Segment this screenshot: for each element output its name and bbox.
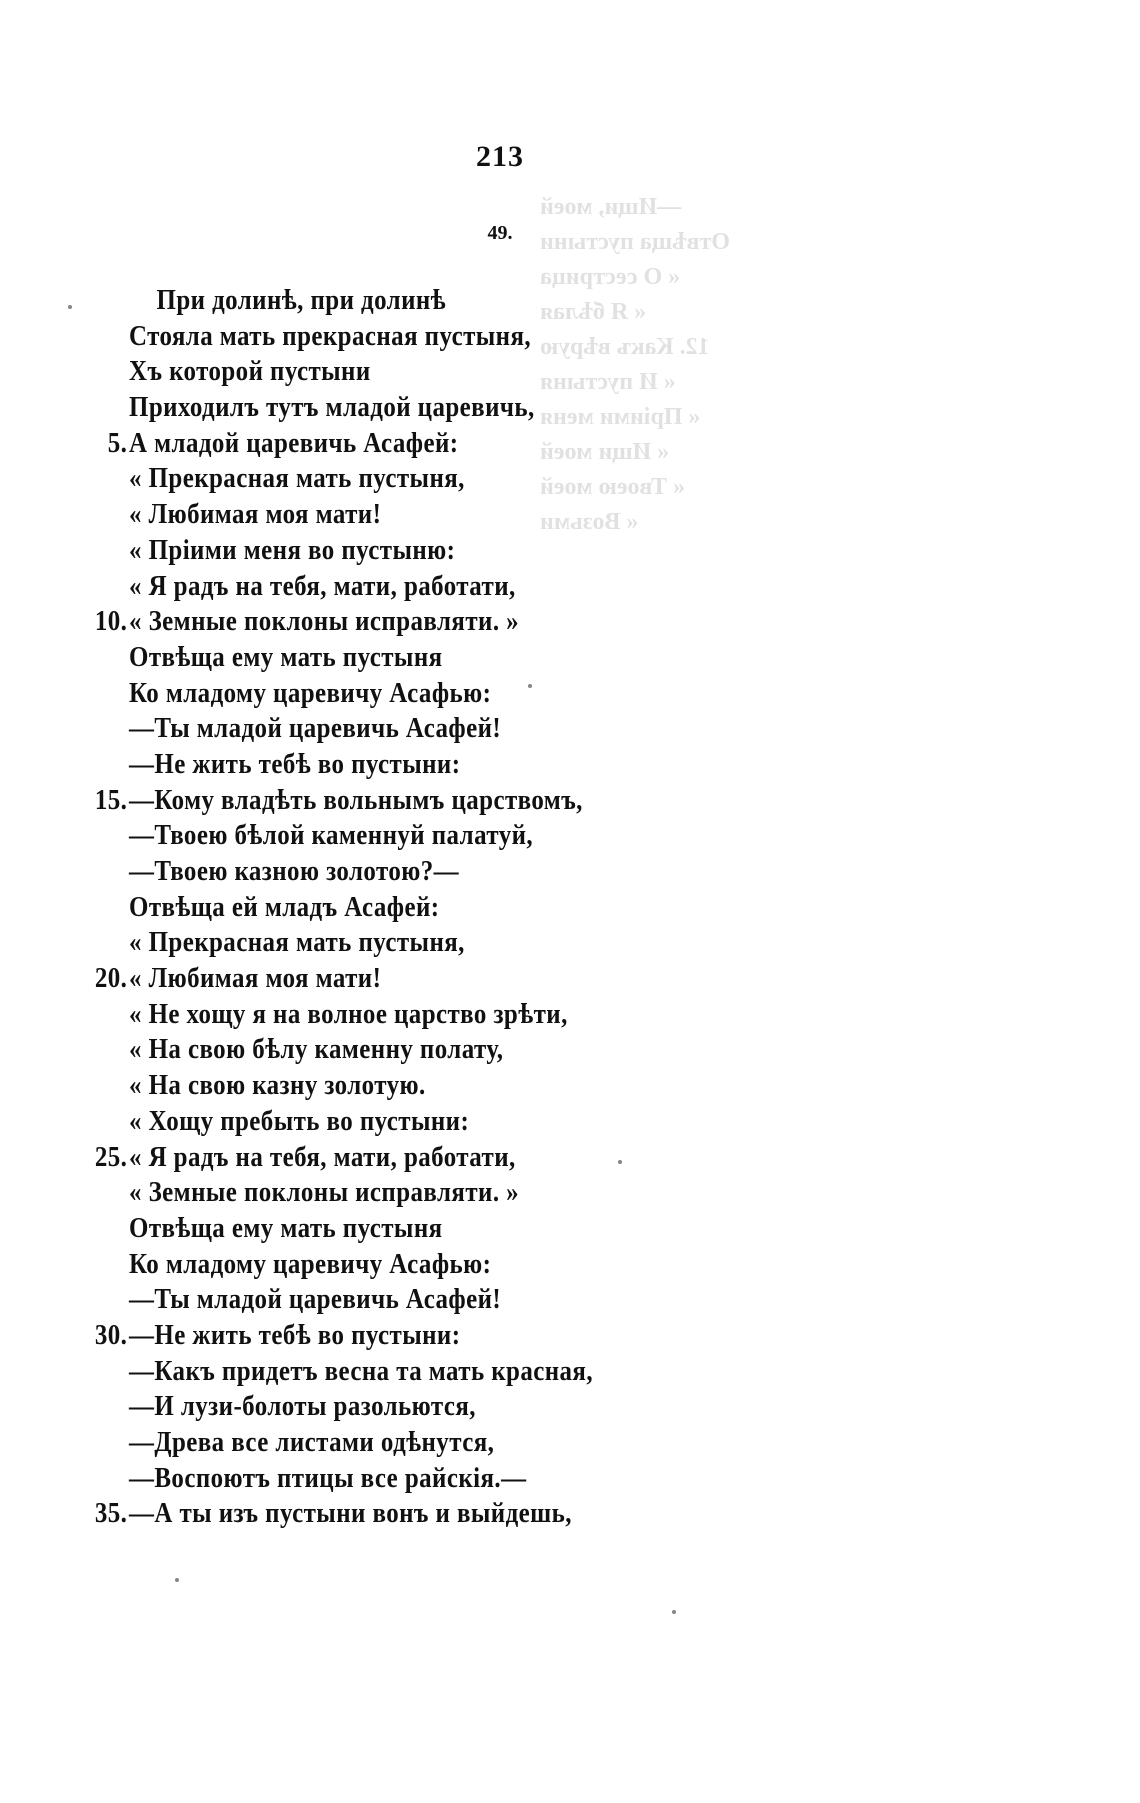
poem-line (0, 1355, 860, 1391)
bleed-line: « И пустыня (540, 369, 676, 395)
line-text: « Хощу пребыть во пустыни: (129, 1104, 470, 1137)
poem-line (0, 1426, 860, 1462)
poem-line (0, 570, 860, 606)
line-text: « Прекрасная мать пустыня, (129, 462, 465, 495)
poem-line (0, 891, 860, 927)
line-text: « На свою казну золотую. (129, 1069, 426, 1102)
line-text: —Не жить тебѣ во пустыни: (129, 1318, 461, 1351)
line-text: « Я радъ на тебя, мати, работати, (129, 1140, 516, 1173)
poem-line (0, 427, 860, 463)
poem-line (0, 462, 860, 498)
poem-line (0, 1319, 860, 1355)
line-text: « Я радъ на тебя, мати, работати, (129, 569, 516, 602)
line-text: А младой царевичь Асафей: (129, 426, 459, 459)
line-text: Хъ которой пустыни (129, 355, 371, 388)
page-number: 213 (476, 140, 524, 173)
bleed-line: —Ищи, моей (540, 194, 682, 220)
poem-line (0, 1069, 860, 1105)
line-text: Приходилъ тутъ младой царевичь, (129, 391, 535, 424)
poem-line (0, 1105, 860, 1141)
bleed-line: « Ищи моей (540, 439, 670, 465)
bleed-line: « Возьми (540, 509, 639, 535)
line-text: « Пріими меня во пустыню: (129, 533, 456, 566)
line-text: —Древа все листами одѣнутся, (129, 1426, 495, 1458)
line-text: —Ты младой царевичь Асафей! (129, 1283, 502, 1316)
poem-line (0, 748, 860, 784)
poem-line (0, 391, 860, 427)
line-text: —Твоею бѣлой каменнуй палатуй, (129, 819, 534, 852)
poem (0, 284, 1000, 1533)
line-text: —Ты младой царевичь Асафей! (129, 712, 502, 745)
poem-line (0, 1176, 860, 1212)
line-text: —И лузи-болоты разольются, (129, 1390, 476, 1423)
margin-speck (528, 684, 532, 688)
margin-speck (68, 305, 72, 309)
line-number: 10. (94, 605, 128, 638)
poem-line (0, 1462, 860, 1498)
bleed-line: « Пріими меня (540, 404, 701, 430)
poem-line (0, 819, 860, 855)
poem-line (0, 962, 860, 998)
poem-line (0, 677, 860, 713)
line-text: —Воспоютъ птицы все райскія.— (129, 1461, 527, 1494)
poem-line (0, 998, 860, 1034)
poem-line (0, 605, 860, 641)
line-text: Отвѣща ему мать пустыня (129, 1211, 443, 1244)
line-text: —А ты изъ пустыни вонъ и выйдешь, (129, 1497, 572, 1530)
poem-line (0, 498, 860, 534)
line-text: Ко младому царевичу Асафью: (129, 1247, 492, 1280)
line-text: При долинѣ, при долинѣ (156, 284, 447, 316)
poem-line (0, 320, 860, 356)
poem-line (0, 355, 860, 391)
bleed-line: « Твоею моей (540, 474, 686, 500)
poem-line (0, 1033, 860, 1069)
poem-line (0, 534, 860, 570)
poem-line (0, 1390, 860, 1426)
song-number: 49. (487, 222, 513, 244)
poem-line (0, 855, 860, 891)
poem-line (0, 1248, 860, 1284)
bleed-line: 12. Какъ вѣрую (540, 334, 710, 360)
poem-line (0, 1283, 860, 1319)
line-text: « Прекрасная мать пустыня, (129, 926, 465, 959)
poem-line (0, 641, 860, 677)
line-text: « Земные поклоны исправляти. » (129, 605, 520, 638)
poem-line (0, 784, 860, 820)
line-text: —Какъ придетъ весна та мать красная, (129, 1354, 594, 1387)
poem-line (0, 712, 860, 748)
line-text: —Твоею казною золотою?— (129, 855, 459, 887)
margin-speck (618, 1160, 622, 1164)
line-text: « Любимая моя мати! (129, 498, 382, 531)
line-number: 30. (94, 1318, 128, 1351)
line-text: —Не жить тебѣ во пустыни: (129, 747, 461, 780)
line-number: 20. (94, 962, 128, 995)
line-text: Ко младому царевичу Асафью: (129, 676, 492, 709)
bleed-line: « О сестрица (540, 264, 681, 290)
line-number: 25. (94, 1140, 128, 1173)
line-number: 15. (94, 783, 128, 816)
bleed-line: « Я бѣлая (540, 299, 647, 325)
line-number: 5. (107, 426, 128, 459)
line-text: Стояла мать прекрасная пустыня, (129, 319, 532, 352)
poem-line (0, 1141, 860, 1177)
line-text: « Не хощу я на волное царство зрѣти, (129, 997, 568, 1030)
line-number: 35. (94, 1497, 128, 1530)
line-text: Отвѣща ему мать пустыня (129, 640, 443, 673)
line-text: « Любимая моя мати! (129, 962, 382, 995)
line-text: « На свою бѣлу каменну полату, (129, 1033, 504, 1066)
margin-speck (672, 1610, 676, 1614)
margin-speck (175, 1578, 179, 1582)
line-text: Отвѣща ей младъ Асафей: (129, 890, 440, 923)
bleed-line: Отвѣща пустыни (540, 229, 731, 255)
poem-line (0, 1212, 860, 1248)
line-text: —Кому владѣть вольнымъ царствомъ, (129, 783, 583, 816)
poem-line (0, 1497, 860, 1533)
poem-line (0, 926, 860, 962)
poem-line (0, 284, 860, 320)
line-text: « Земные поклоны исправляти. » (129, 1176, 520, 1209)
